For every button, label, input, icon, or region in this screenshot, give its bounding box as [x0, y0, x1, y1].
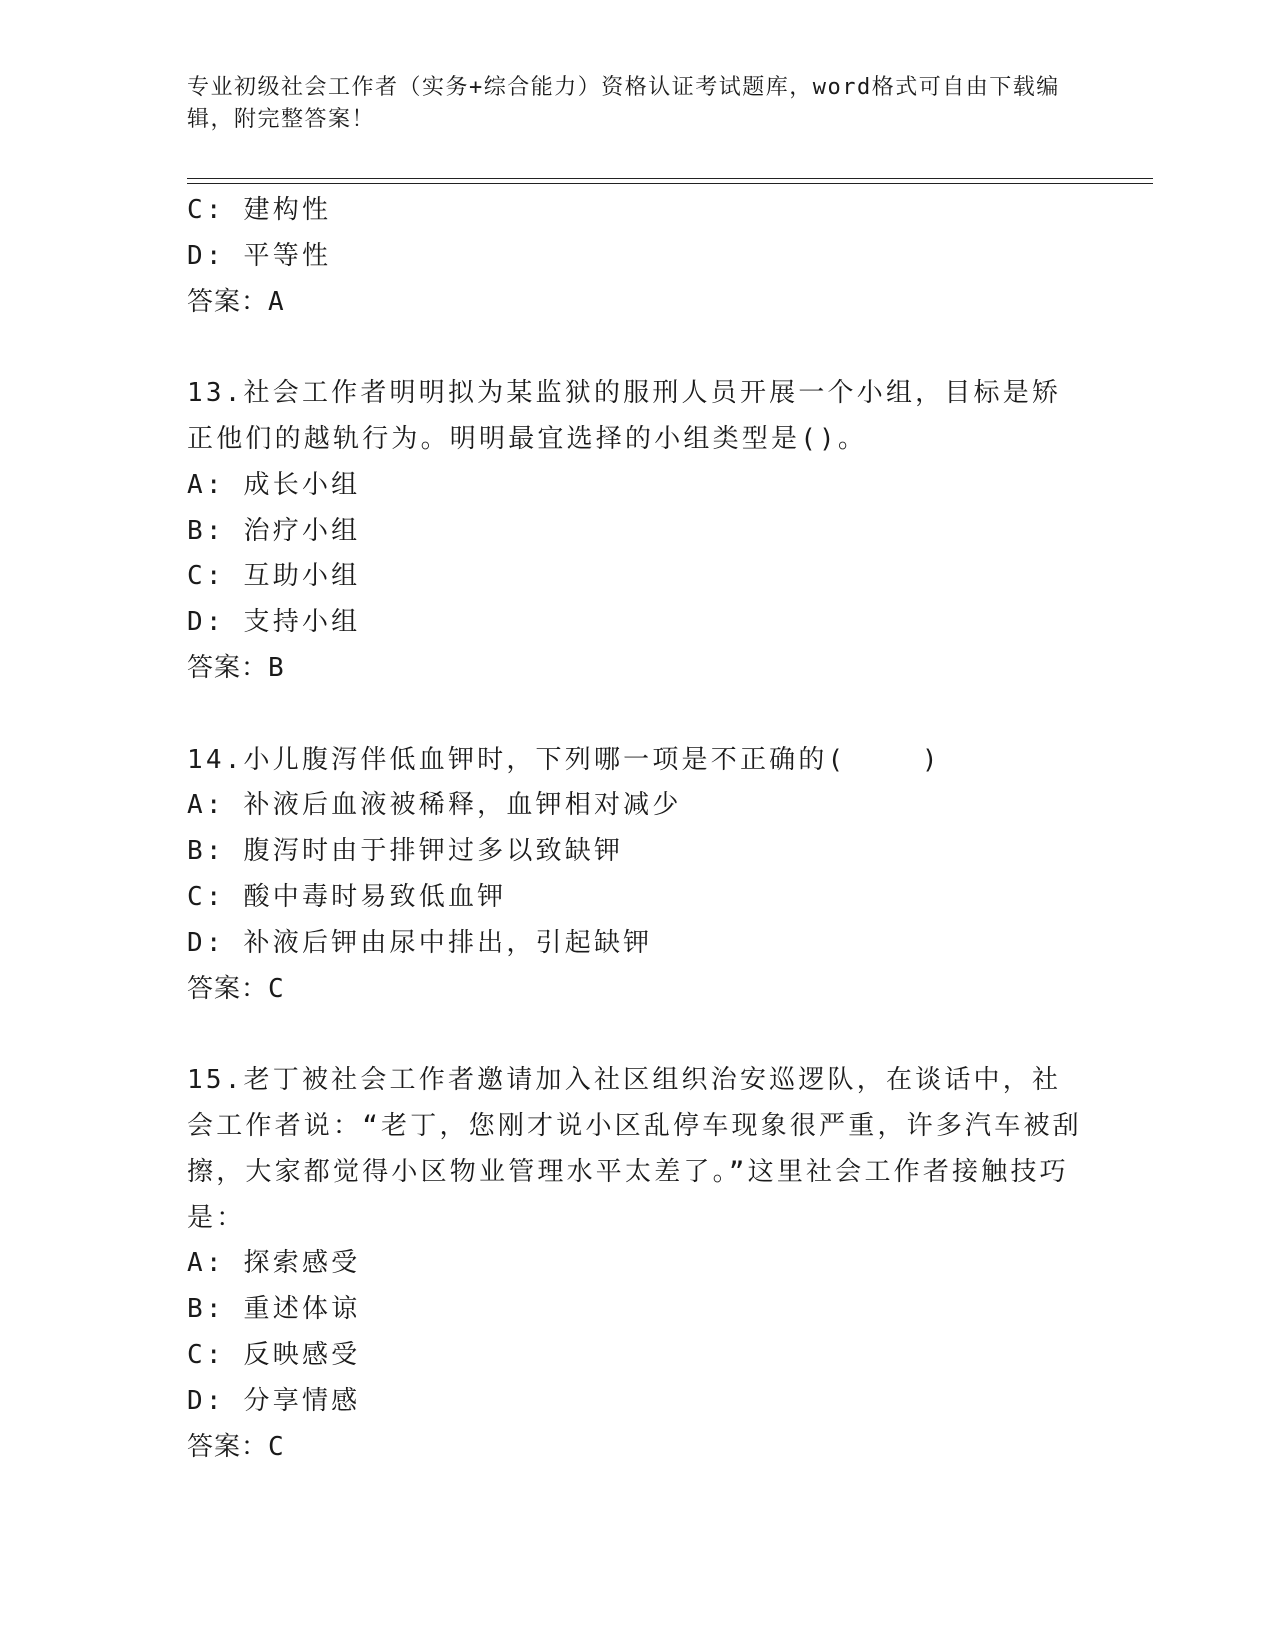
spacer — [187, 325, 1087, 371]
answer-line — [187, 280, 1087, 326]
option-c: C: 建构性 — [187, 195, 332, 225]
answer-label: 答案： — [187, 973, 269, 1004]
option-d: D: 支持小组 — [187, 607, 361, 638]
question-stem: 15.老丁被社会工作者邀请加入社区组织治安巡逻队，在谈话中，社会工作者说：“老丁，您刚才说小区乱停车现象很严重，许多汽车被刮擦，大家都觉得小区物业管理水平太差了。”这里社会工作者接触技巧是： — [187, 1065, 1082, 1233]
answer-value: C — [268, 1431, 285, 1462]
question-14 — [187, 738, 1087, 1013]
option-b: B: 重述体谅 — [187, 1294, 361, 1325]
question-stem: 14.小儿腹泻伴低血钾时，下列哪一项是不正确的( ) — [187, 744, 941, 775]
option-a: A: 成长小组 — [187, 469, 361, 500]
option-a: A: 补液后血液被稀释，血钾相对减少 — [187, 790, 682, 821]
answer-line — [187, 967, 1087, 1013]
question-15 — [187, 1058, 1087, 1470]
answer-line — [187, 646, 1087, 692]
option-d: D: 补液后钾由尿中排出，引起缺钾 — [187, 927, 653, 958]
question-stem: 13.社会工作者明明拟为某监狱的服刑人员开展一个小组，目标是矫正他们的越轨行为。明明最宜选择的小组类型是()。 — [187, 378, 1062, 454]
header-divider-bottom — [187, 183, 1153, 184]
option-d: D: 分享情感 — [187, 1385, 361, 1416]
answer-value: A — [268, 286, 285, 317]
spacer — [187, 692, 1087, 738]
option-b: B: 治疗小组 — [187, 515, 361, 546]
option-d: D: 平等性 — [187, 240, 332, 271]
header-text: 专业初级社会工作者（实务+综合能力）资格认证考试题库，word格式可自由下载编辑，附完整答案！ — [187, 75, 1060, 132]
option-b: B: 腹泻时由于排钾过多以致缺钾 — [187, 836, 624, 867]
answer-value: B — [268, 652, 285, 683]
option-c: C: 反映感受 — [187, 1339, 361, 1370]
answer-line — [187, 1425, 1087, 1471]
option-c: C: 互助小组 — [187, 561, 361, 592]
answer-label: 答案： — [187, 286, 269, 317]
question-12-continuation — [187, 188, 1087, 325]
option-a: A: 探索感受 — [187, 1248, 361, 1279]
option-c: C: 酸中毒时易致低血钾 — [187, 881, 507, 912]
spacer — [187, 1012, 1087, 1058]
answer-value: C — [268, 973, 285, 1004]
question-content — [187, 188, 1087, 1470]
page-header — [187, 72, 1087, 136]
question-13 — [187, 371, 1087, 692]
answer-label: 答案： — [187, 652, 269, 683]
answer-label: 答案： — [187, 1431, 269, 1462]
header-divider-top — [187, 178, 1153, 179]
